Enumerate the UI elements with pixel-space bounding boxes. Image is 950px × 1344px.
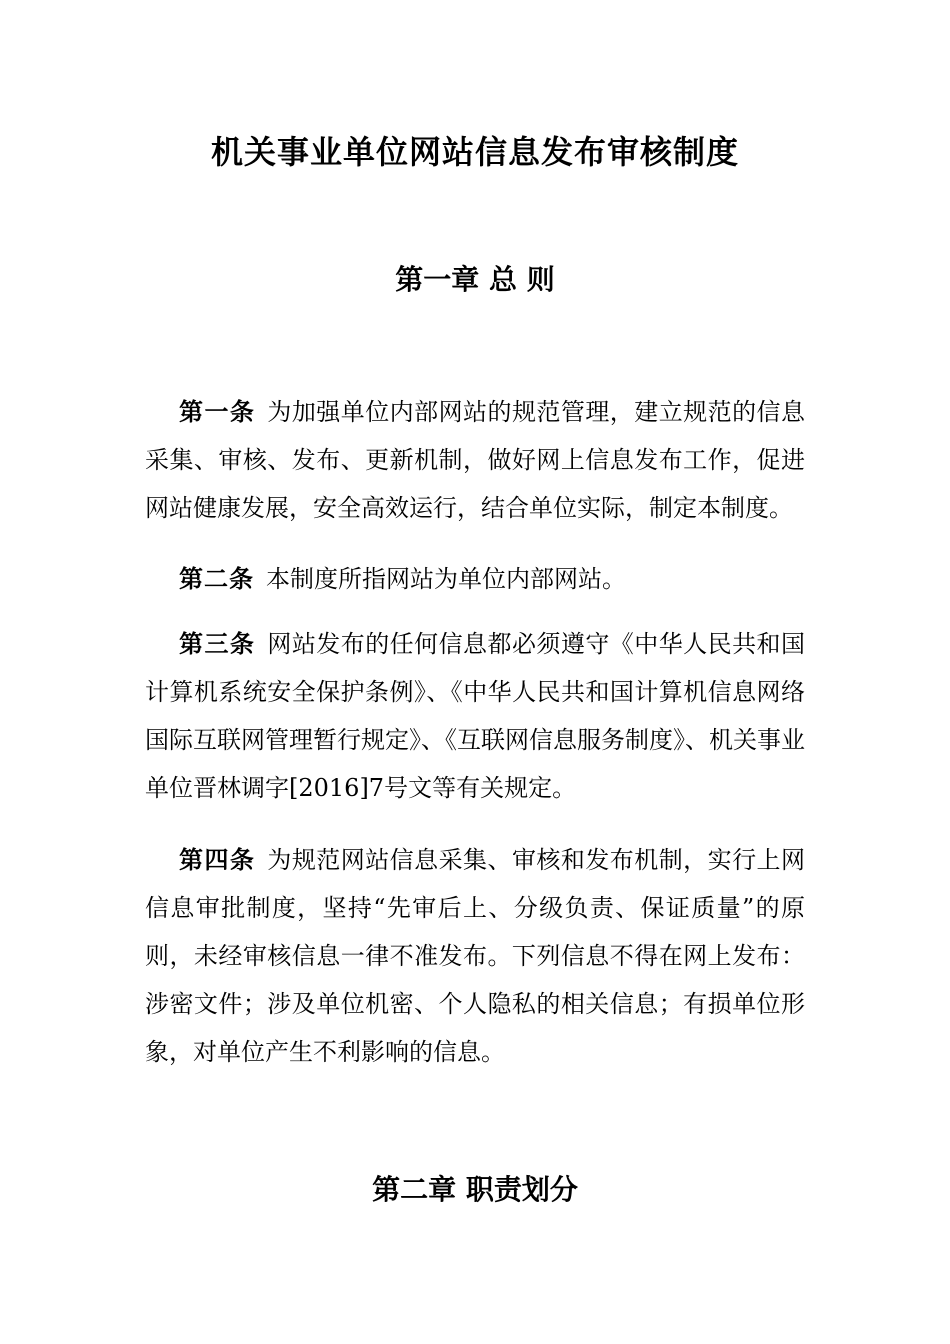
article-text: 本制度所指网站为单位内部网站。	[266, 565, 626, 593]
article-3	[145, 620, 805, 812]
article-text: 网站发布的任何信息都必须遵守《中华人民共和国计算机系统安全保护条例》、《中华人民共和国计算机信息网络国际互联网管理暂行规定》、《互联网信息服务制度》、机关事业单位晋林调字[2016]7号文等有关规定。	[145, 630, 805, 802]
document-title: 机关事业单位网站信息发布审核制度	[210, 133, 739, 171]
article-text: 为加强单位内部网站的规范管理，建立规范的信息采集、审核、发布、更新机制，做好网上信息发布工作，促进网站健康发展，安全高效运行，结合单位实际，制定本制度。	[145, 398, 805, 522]
article-text: 为规范网站信息采集、审核和发布机制，实行上网信息审批制度，坚持“先审后上、分级负责、保证质量”的原则，未经审核信息一律不准发布。下列信息不得在网上发布：涉密文件；涉及单位机密、个人隐私的相关信息；有损单位形象，对单位产生不利影响的信息。	[145, 846, 805, 1066]
chapter-heading-1: 第一章 总 则	[395, 263, 555, 296]
article-number: 第二条	[179, 565, 254, 593]
article-number: 第一条	[179, 398, 256, 426]
article-4	[145, 836, 805, 1076]
article-number: 第三条	[179, 630, 256, 658]
article-number: 第四条	[179, 846, 256, 874]
article-1	[145, 388, 805, 532]
article-2	[145, 555, 805, 603]
chapter-heading-2: 第二章 职责划分	[372, 1173, 578, 1206]
